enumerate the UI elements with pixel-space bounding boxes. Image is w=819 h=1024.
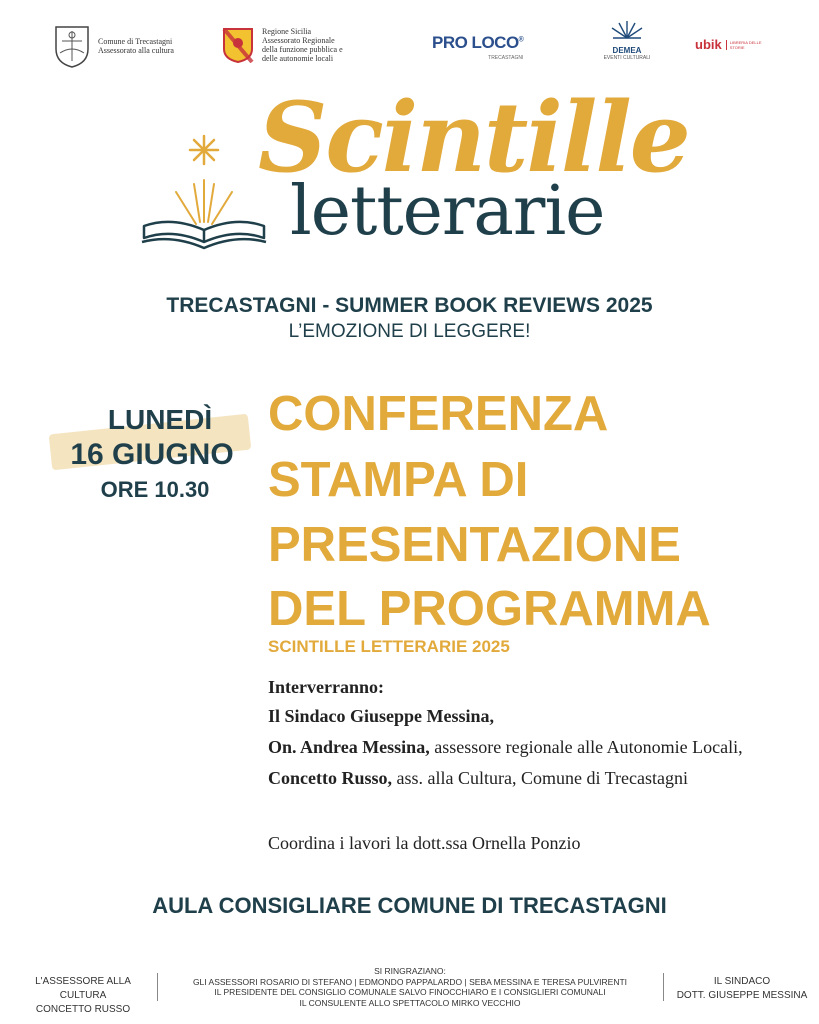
event-tagline: L’EMOZIONE DI LEGGERE! [288, 321, 531, 342]
ubik-sub1: LIBRERIA DELLE [729, 39, 762, 45]
proloco-mark: ® [518, 36, 524, 44]
speaker-regional-assessor-name: On. Andrea Messina, [268, 737, 430, 757]
proloco-sub: TRECASTAGNI [488, 55, 524, 61]
regione-logo-line4: delle autonomie locali [262, 54, 334, 63]
footer-mid-line2: GLI ASSESSORI ROSARIO DI STEFANO | EDMONDO PAPPALARDO | SEBA MESSINA E TERESA PULVIRENTI [192, 976, 628, 987]
footer-left-line1: L'ASSESSORE ALLA CULTURA [35, 976, 131, 1001]
conference-title-line1: CONFERENZA [268, 387, 609, 441]
conference-subtitle: SCINTILLE LETTERARIE 2025 [268, 637, 510, 656]
conference-title-line4: DEL PROGRAMMA [268, 582, 711, 636]
speaker-culture-assessor [268, 768, 688, 789]
comune-logo [52, 23, 174, 69]
conference-title-line3: PRESENTAZIONE [268, 518, 681, 572]
regione-logo [222, 27, 343, 63]
moderator-line: Coordina i lavori la dott.ssa Ornella Ponzio [268, 833, 581, 853]
speaker-culture-assessor-role: ass. alla Cultura, Comune di Trecastagni [392, 768, 688, 788]
title-scintille: Scintille [258, 81, 689, 194]
demea-logo [598, 19, 656, 61]
footer-right-line1: IL SINDACO [713, 976, 771, 987]
comune-logo-line2: Assessorato alla cultura [98, 46, 174, 55]
venue: AULA CONSIGLIARE COMUNE DI TRECASTAGNI [152, 893, 667, 918]
speaker-mayor: Il Sindaco Giuseppe Messina, [268, 706, 495, 726]
ubik-logo [695, 37, 762, 52]
comune-logo-line1: Comune di Trecastagni [98, 37, 173, 46]
speaker-regional-assessor-role: assessore regionale alle Autonomie Locali, [429, 737, 743, 757]
footer-mid-line1: SI RINGRAZIANO: [374, 966, 446, 976]
conference-title-line2: STAMPA DI [268, 453, 529, 507]
title-letterarie: letterarie [290, 172, 605, 251]
demea-rays-icon [607, 19, 647, 39]
footer-thanks [170, 966, 650, 1008]
date-date: 16 GIUGNO [70, 438, 234, 471]
demea-name: DEMEA [612, 46, 642, 55]
footer-left-line2: CONCETTO RUSSO [35, 1004, 131, 1015]
footer-mid-line4: IL CONSULENTE ALLO SPETTACOLO MIRKO VECCHIO [299, 997, 521, 1008]
date-day: LUNEDÌ [107, 404, 213, 435]
open-book-star-icon [140, 130, 270, 252]
proloco-name: PRO LOCO [432, 33, 519, 52]
speaker-culture-assessor-name: Concetto Russo, [268, 768, 392, 788]
footer-right-line2: DOTT. GIUSEPPE MESSINA [676, 990, 808, 1001]
sponsor-logos [0, 15, 819, 75]
regione-logo-line3: della funzione pubblica e [262, 45, 343, 54]
date-time: ORE 10.30 [100, 477, 210, 502]
demea-sub: EVENTI CULTURALI [603, 55, 651, 61]
footer-divider-right [663, 973, 664, 1001]
trinacria-icon [222, 27, 254, 63]
proloco-logo [432, 33, 523, 61]
speaker-regional-assessor [268, 737, 743, 758]
footer-divider-left [157, 973, 158, 1001]
event-subtitle: TRECASTAGNI - SUMMER BOOK REVIEWS 2025 [166, 294, 653, 317]
footer-mid-line3: IL PRESIDENTE DEL CONSIGLIO COMUNALE SALVO FINOCCHIARO E I CONSIGLIERI COMUNALI [214, 987, 606, 997]
footer-culture-assessor [14, 975, 152, 1017]
regione-logo-line1: Regione Sicilia [262, 27, 312, 36]
ubik-sub2: STORIE [729, 44, 745, 50]
comune-crest-icon [52, 23, 92, 69]
ubik-name: ubik [695, 37, 722, 52]
regione-logo-line2: Assessorato Regionale [262, 36, 335, 45]
footer-mayor [672, 975, 812, 1003]
speakers-heading: Interverranno: [268, 677, 384, 697]
